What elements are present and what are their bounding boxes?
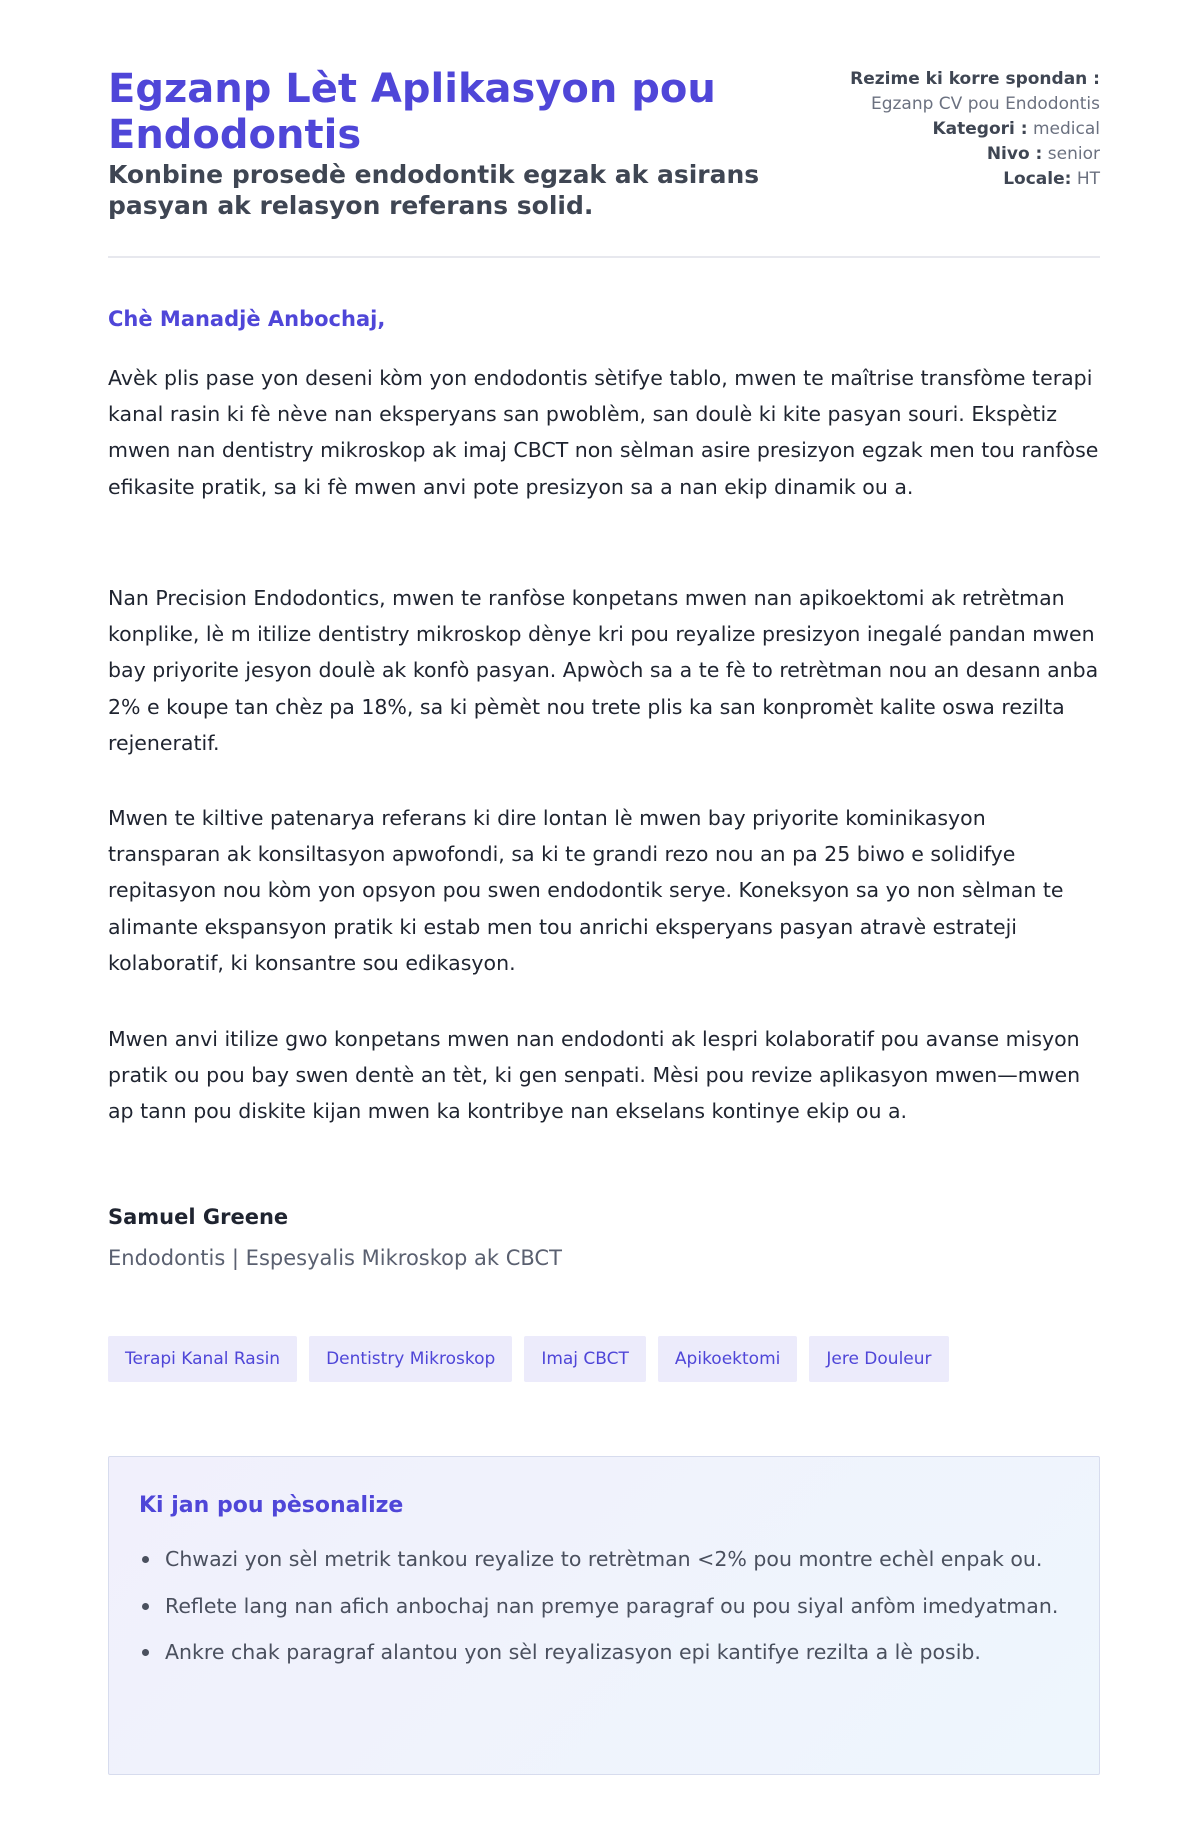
meta-panel bbox=[770, 67, 1100, 192]
meta-level-value: senior bbox=[1047, 144, 1100, 164]
customization-tips-box bbox=[108, 1456, 1100, 1775]
letter-paragraph-2: Nan Precision Endodontics, mwen te ranfòse konpetans mwen nan apikoektomi ak retrètman konplike, lè m itilize dentistry mikroskop dènye kri pou reyalize presizyon inegalé pandan mwen bay priyorite jesyon doulè ak konfò pasyan. Apwòch sa a te fè to retrètman nou an desann anba 2% e koupe tan chèz pa 18%, sa ki pèmèt nou trete plis ka san konpromèt kalite oswa rezilta rejeneratif. bbox=[108, 586, 1099, 755]
signature-name: Samuel Greene bbox=[108, 1205, 289, 1229]
tips-list bbox=[139, 1541, 1059, 1681]
cover-letter-page bbox=[108, 0, 1100, 1664]
bullet-icon bbox=[142, 1649, 149, 1656]
meta-resume-label: Rezime ki korre spondan : bbox=[850, 69, 1100, 89]
skill-tag: Jere Douleur bbox=[809, 1336, 948, 1382]
letter-paragraph-3: Mwen te kiltive patenarya referans ki dire lontan lè mwen bay priyorite kominikasyon transparan ak konsiltasyon apwofondi, sa ki te grandi rezo nou an pa 25 biwo e solidifye repitasyon nou kòm yon opsyon pou swen endodontik serye. Koneksyon sa yo non sèlman te alimante ekspansyon pratik ki estab men tou anrichi eksperyans pasyan atravè estrateji kolaboratif, ki konsantre sou edikasyon. bbox=[108, 806, 1064, 975]
meta-locale-value: HT bbox=[1076, 169, 1100, 189]
tips-item-text: Reflete lang nan afich anbochaj nan premye paragraf ou pou siyal anfòm imedyatman. bbox=[165, 1593, 1059, 1618]
skill-tags bbox=[108, 1336, 949, 1382]
page-title: Egzanp Lèt Aplikasyon pou Endodontis bbox=[108, 66, 716, 158]
meta-category bbox=[770, 117, 1100, 142]
tips-list-item bbox=[139, 1541, 1059, 1578]
page-header bbox=[108, 0, 1100, 258]
meta-resume-value[interactable]: Egzanp CV pou Endodontis bbox=[870, 94, 1100, 114]
meta-category-value: medical bbox=[1032, 119, 1100, 139]
tips-list-item bbox=[139, 1634, 1059, 1671]
tips-item-text: Chwazi yon sèl metrik tankou reyalize to retrètman <2% pou montre echèl enpak ou. bbox=[165, 1547, 1043, 1571]
meta-locale-label: Locale: bbox=[1003, 169, 1072, 189]
meta-locale bbox=[770, 167, 1100, 192]
skill-tag: Dentistry Mikroskop bbox=[309, 1336, 512, 1382]
letter-greeting: Chè Manadjè Anbochaj, bbox=[108, 307, 386, 331]
tips-list-item bbox=[139, 1588, 1059, 1625]
meta-resume-value-line bbox=[770, 92, 1100, 117]
meta-level bbox=[770, 142, 1100, 167]
tips-title: Ki jan pou pèsonalize bbox=[139, 1493, 404, 1518]
meta-resume-label-line bbox=[770, 67, 1100, 92]
bullet-icon bbox=[142, 1556, 149, 1563]
bullet-icon bbox=[142, 1603, 149, 1610]
skill-tag: Apikoektomi bbox=[658, 1336, 797, 1382]
skill-tag: Imaj CBCT bbox=[524, 1336, 646, 1382]
tips-item-text: Ankre chak paragraf alantou yon sèl reyalizasyon epi kantifye rezilta a lè posib. bbox=[165, 1640, 981, 1664]
meta-level-label: Nivo : bbox=[986, 144, 1043, 164]
letter-paragraph-1: Avèk plis pase yon deseni kòm yon endodontis sètifye tablo, mwen te maîtrise transfòme terapi kanal rasin ki fè nève nan eksperyans san pwoblèm, san doulè ki kite pasyan souri. Ekspètiz mwen nan dentistry mikroskop ak imaj CBCT non sèlman asire presizyon egzak men tou ranfòse efikasite pratik, sa ki fè mwen anvi pote presizyon sa a nan ekip dinamik ou a. bbox=[108, 366, 1099, 499]
meta-category-label: Kategori : bbox=[932, 119, 1028, 139]
signature-title: Endodontis | Espesyalis Mikroskop ak CBCT bbox=[108, 1246, 562, 1270]
skill-tag: Terapi Kanal Rasin bbox=[108, 1336, 297, 1382]
page-subtitle: Konbine prosedè endodontik egzak ak asirans pasyan ak relasyon referans solid. bbox=[108, 160, 760, 220]
letter-paragraph-4: Mwen anvi itilize gwo konpetans mwen nan endodonti ak lespri kolaboratif pou avanse misyon pratik ou pou bay swen dentè an tèt, ki gen senpati. Mèsi pou revize aplikasyon mwen—mwen ap tann pou diskite kijan mwen ka kontribye nan ekselans kontinye ekip ou a. bbox=[108, 1027, 1081, 1124]
